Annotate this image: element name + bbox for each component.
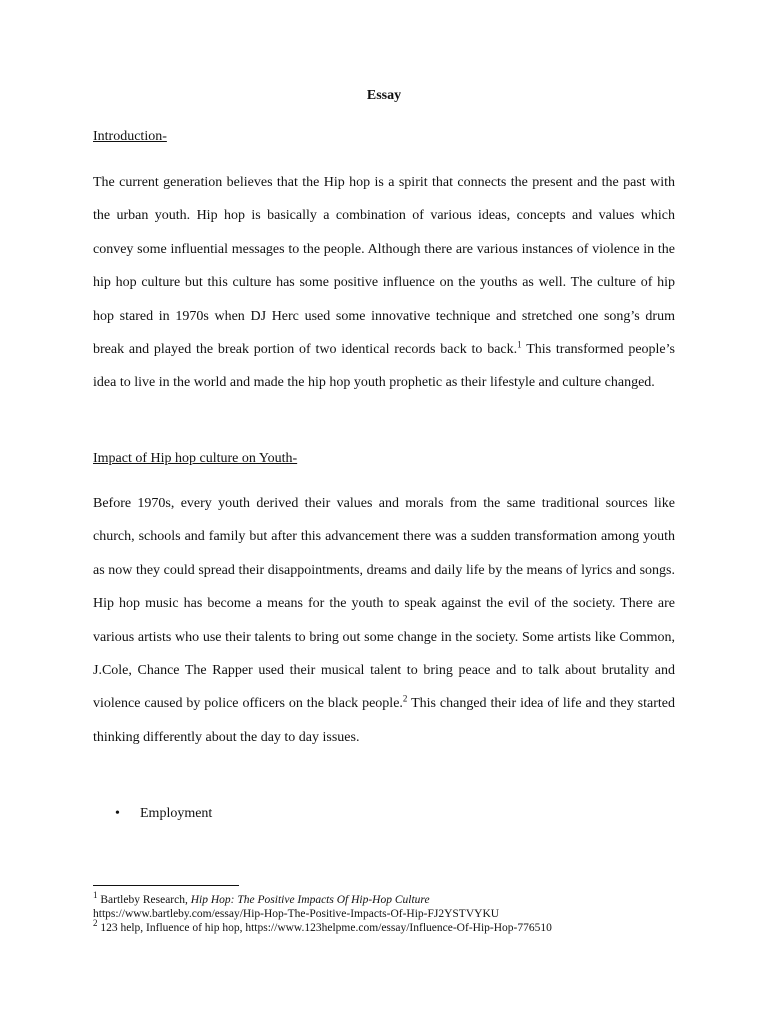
footnote-1 [93, 890, 430, 907]
introduction-text-continued: This transformed people’s idea to live in the world and made the hip hop youth prophetic as their lifestyle and culture changed. [93, 342, 675, 391]
bullet-icon: • [115, 806, 120, 821]
bullet-list-item [115, 806, 212, 822]
footnote-2 [93, 918, 552, 935]
introduction-text: The current generation believes that the Hip hop is a spirit that connects the present and the past with the urban youth. Hip hop is basically a combination of various ideas, concepts and values which convey some influential messages to the people. Although there are various instances of violence in the hip hop culture but this culture has some positive influence on the youths as well. The culture of hip hop stared in 1970s when DJ Herc used some innovative technique and stretched one song’s drum break and played the break portion of two identical records back to back. [93, 175, 675, 358]
footnote-separator [93, 885, 239, 886]
footnote-1-title: Hip Hop: The Positive Impacts Of Hip-Hop Culture [190, 894, 430, 906]
impact-heading: Impact of Hip hop culture on Youth- [93, 451, 298, 466]
footnote-reference-1[interactable]: 1 [517, 339, 522, 350]
document-title: Essay [366, 88, 402, 103]
footnote-2-mark: 2 [93, 918, 98, 929]
footnote-1-prefix: Bartleby Research, [97, 894, 191, 906]
impact-text: Before 1970s, every youth derived their values and morals from the same traditional sources like church, schools and family but after this advancement there was a sudden transformation among youth as now they could spread their disappointments, dreams and daily life by the means of lyrics and songs. Hip hop music has become a means for the youth to speak against the evil of the society. There are various artists who use their talents to bring out some change in the society. Some artists like Common, J.Cole, Chance The Rapper used their musical talent to bring peace and to talk about brutality and violence caused by police officers on the black people. [93, 496, 675, 712]
impact-paragraph [93, 487, 675, 754]
footnote-2-text: 123 help, Influence of hip hop, https://www.123helpme.com/essay/Influence-Of-Hip-Hop-776510 [97, 922, 552, 934]
footnote-reference-2[interactable]: 2 [402, 693, 408, 704]
footnote-1-mark: 1 [93, 890, 98, 901]
footnote-1-link[interactable]: https://www.bartleby.com/essay/Hip-Hop-The-Positive-Impacts-Of-Hip-FJ2YSTVYKU [93, 908, 500, 920]
bullet-item-text: Employment [140, 806, 213, 821]
impact-text-continued: This changed their idea of life and they started thinking differently about the day to day issues. [93, 696, 675, 745]
introduction-paragraph [93, 166, 675, 400]
introduction-heading: Introduction- [93, 129, 167, 144]
